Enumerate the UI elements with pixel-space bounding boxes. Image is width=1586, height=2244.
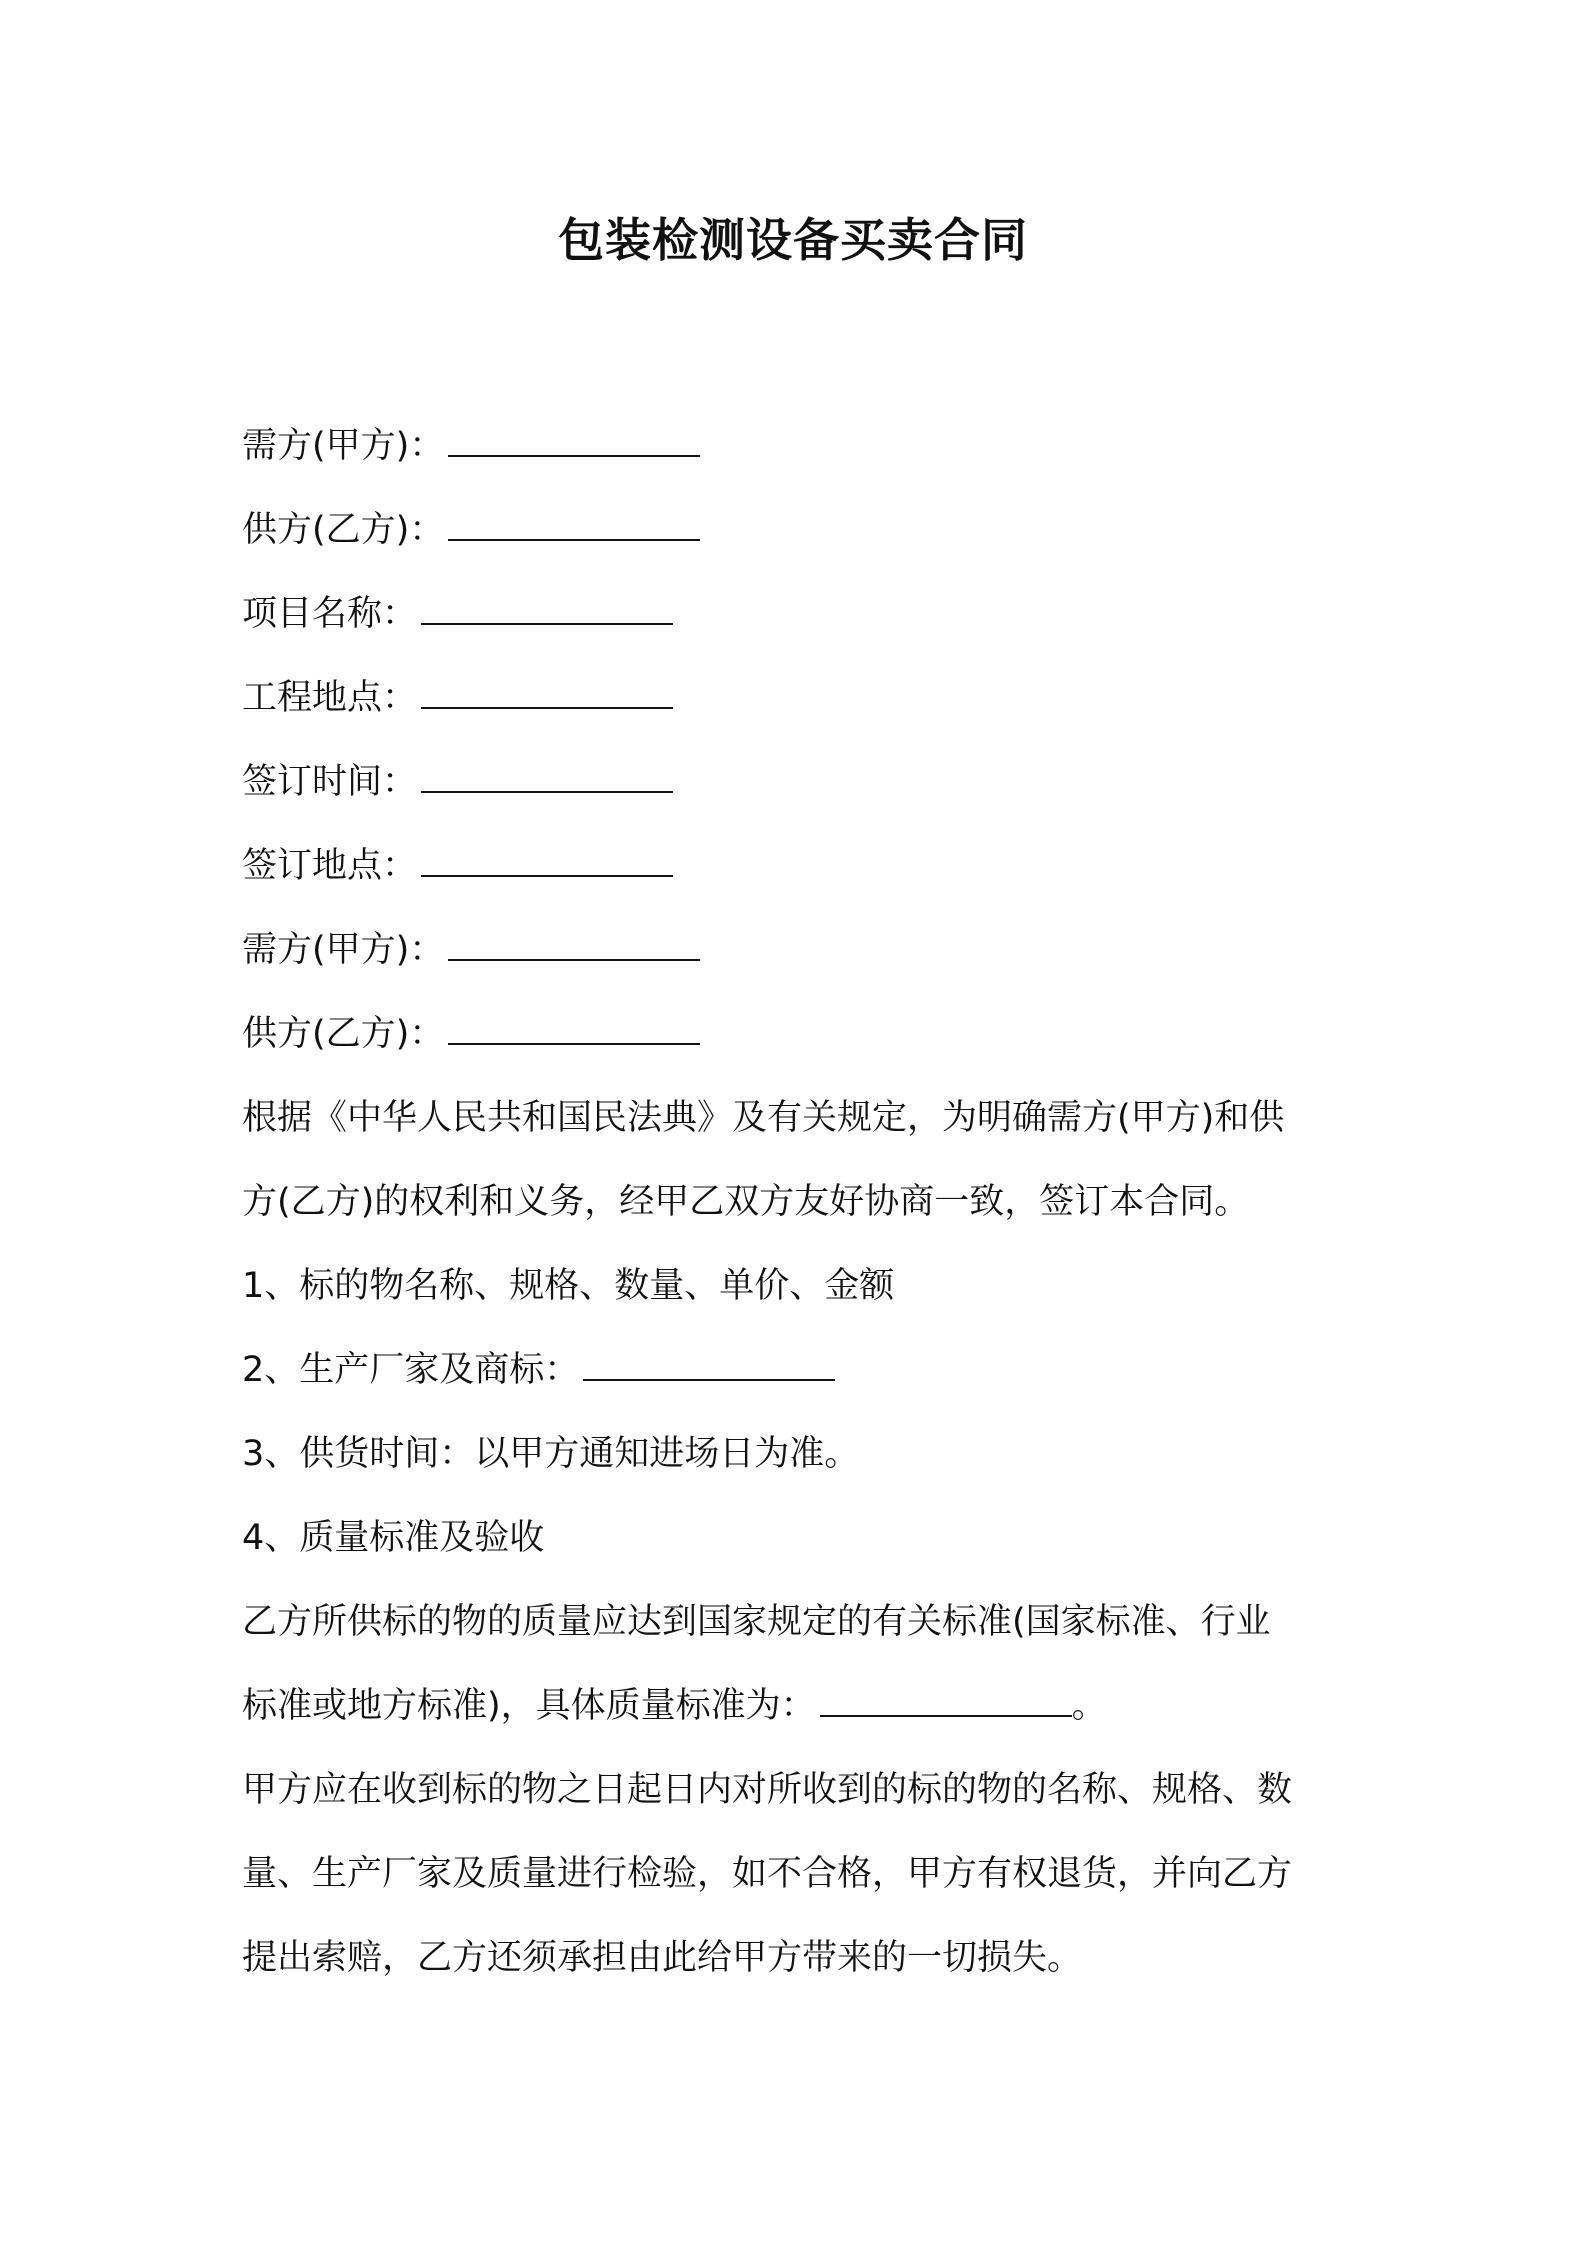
blank-line: [421, 845, 673, 877]
field-buyer-repeat: [242, 908, 1362, 992]
quality-line-2-suffix: 。: [1071, 1686, 1107, 1726]
blank-line: [421, 593, 673, 625]
quality-line-2-prefix: 标准或地方标准)，具体质量标准为：: [242, 1686, 816, 1726]
blank-line: [448, 425, 700, 457]
clause-2: [242, 1328, 1362, 1412]
blank-line: [448, 509, 700, 541]
field-project-name: [242, 572, 1362, 656]
blank-line: [448, 929, 700, 961]
clause-1: 1、标的物名称、规格、数量、单价、金额: [242, 1266, 895, 1306]
intro-line-1: 根据《中华人民共和国民法典》及有关规定，为明确需方(甲方)和供: [242, 1098, 1285, 1138]
clause-4: 4、质量标准及验收: [242, 1518, 545, 1558]
blank-line: [448, 1013, 700, 1045]
field-label: 签订时间：: [242, 762, 418, 802]
field-label: 工程地点：: [242, 678, 418, 718]
field-label: 需方(甲方)：: [242, 426, 445, 466]
field-label: 需方(甲方)：: [242, 930, 445, 970]
field-supplier: [242, 488, 1362, 572]
quality-line-2: [242, 1664, 1362, 1748]
blank-line: [583, 1349, 835, 1381]
field-sign-place: [242, 824, 1362, 908]
contract-body: [242, 404, 1362, 2000]
inspection-line-2: 量、生产厂家及质量进行检验，如不合格，甲方有权退货，并向乙方: [242, 1854, 1293, 1894]
quality-line-1: 乙方所供标的物的质量应达到国家规定的有关标准(国家标准、行业: [242, 1602, 1271, 1642]
field-project-location: [242, 656, 1362, 740]
inspection-line-1: 甲方应在收到标的物之日起日内对所收到的标的物的名称、规格、数: [242, 1770, 1293, 1810]
blank-line: [421, 677, 673, 709]
field-buyer: [242, 404, 1362, 488]
field-label: 项目名称：: [242, 594, 418, 634]
field-sign-date: [242, 740, 1362, 824]
document-title: 包装检测设备买卖合同: [558, 213, 1028, 267]
inspection-line-3: 提出索赔，乙方还须承担由此给甲方带来的一切损失。: [242, 1938, 1083, 1978]
field-supplier-repeat: [242, 992, 1362, 1076]
clause-3: 3、供货时间：以甲方通知进场日为准。: [242, 1434, 860, 1474]
field-label: 签订地点：: [242, 846, 418, 886]
field-label: 供方(乙方)：: [242, 510, 445, 550]
clause-2-label: 2、生产厂家及商标：: [242, 1350, 580, 1390]
blank-line: [421, 761, 673, 793]
intro-line-2: 方(乙方)的权利和义务，经甲乙双方友好协商一致，签订本合同。: [242, 1182, 1250, 1222]
blank-line: [820, 1685, 1072, 1717]
field-label: 供方(乙方)：: [242, 1014, 445, 1054]
